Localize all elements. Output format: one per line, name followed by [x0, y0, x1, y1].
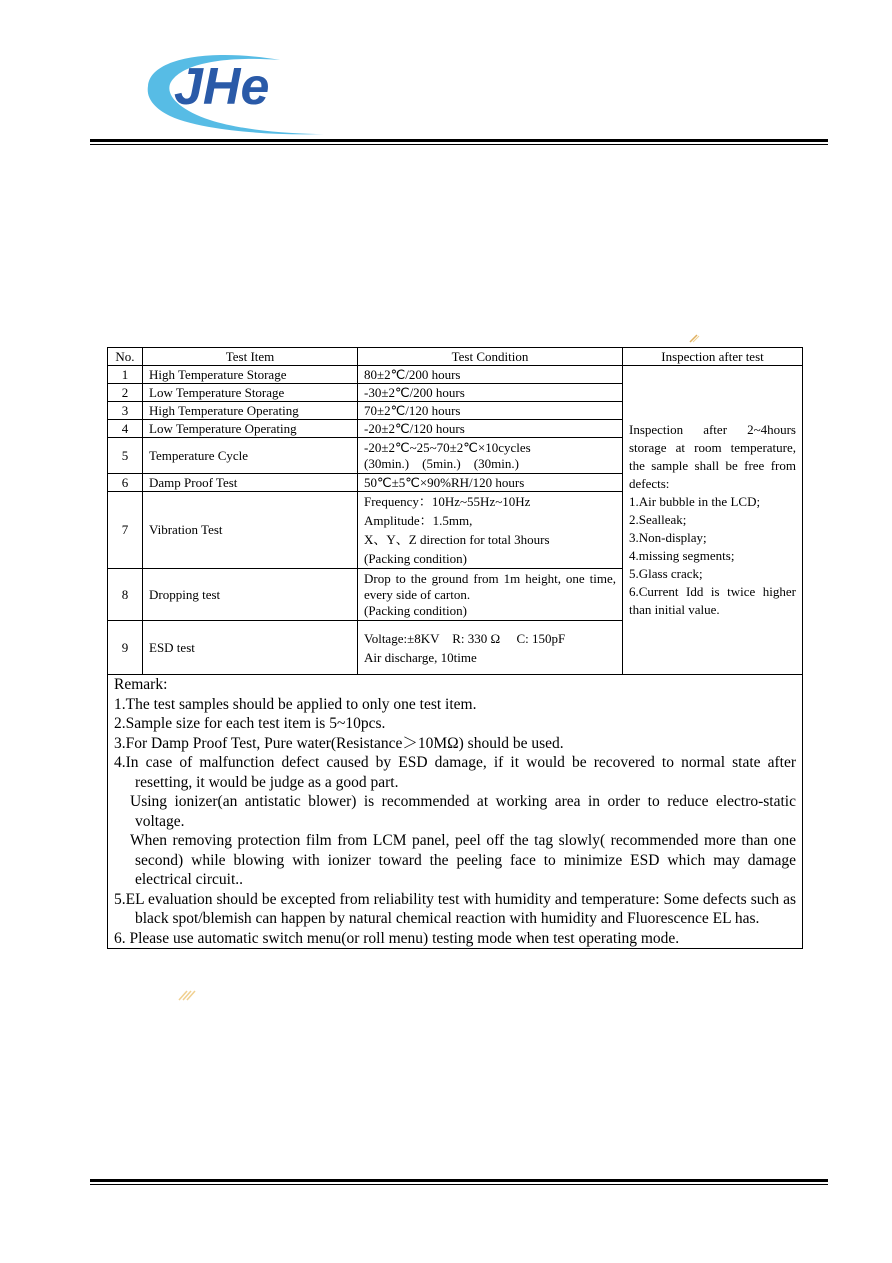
remark-item: When removing protection film from LCM panel, peel off the tag slowly( recommended more than one second) while blowing with ionizer toward the peeling face to minimize ESD which may damage electrical circuit..	[130, 832, 796, 888]
row-test-item: Temperature Cycle	[143, 438, 358, 474]
row-no: 1	[108, 366, 143, 384]
row-test-condition: -30±2℃/200 hours	[358, 384, 623, 402]
row-test-item: ESD test	[143, 621, 358, 675]
reliability-test-table	[107, 347, 803, 949]
row-no: 3	[108, 402, 143, 420]
remark-item: 1.The test samples should be applied to only one test item.	[114, 695, 477, 713]
condition-line: Frequency：10Hz~55Hz~10Hz	[364, 494, 531, 509]
inspection-item: 1.Air bubble in the LCD;	[629, 494, 761, 509]
footer-rule-thin	[90, 1184, 828, 1185]
row-test-condition	[358, 438, 623, 474]
inspection-item: 3.Non-display;	[629, 530, 707, 545]
row-test-condition: 50℃±5℃×90%RH/120 hours	[358, 474, 623, 492]
remark-title: Remark:	[114, 676, 168, 693]
remark-item: 6. Please use automatic switch menu(or roll menu) testing mode when test operating mode.	[114, 929, 680, 947]
row-no: 7	[108, 492, 143, 569]
remark-item: 4.In case of malfunction defect caused by ESD damage, if it would be recovered to normal state after resetting, it would be judge as a good part.	[114, 754, 796, 791]
inspection-item: 6.Current Idd is twice higher than initial value.	[629, 584, 796, 617]
row-test-item: Damp Proof Test	[143, 474, 358, 492]
footer-rule	[90, 1179, 828, 1182]
row-test-condition: -20±2℃/120 hours	[358, 420, 623, 438]
row-no: 8	[108, 569, 143, 621]
table-header-row	[108, 348, 803, 366]
inspection-intro: Inspection after 2~4hours storage at room temperature, the sample shall be free from defects:	[629, 422, 796, 491]
row-no: 4	[108, 420, 143, 438]
scan-mark	[688, 333, 700, 343]
row-no: 6	[108, 474, 143, 492]
condition-line: X、Y、Z direction for total 3hours	[364, 532, 550, 547]
remark-item: 3.For Damp Proof Test, Pure water(Resistance＞10MΩ) should be used.	[114, 734, 564, 752]
condition-line: Amplitude：1.5mm,	[364, 513, 473, 528]
inspection-item: 4.missing segments;	[629, 548, 735, 563]
row-test-condition: 80±2℃/200 hours	[358, 366, 623, 384]
condition-line: (Packing condition)	[364, 602, 467, 618]
remark-row	[108, 675, 803, 949]
remark-block	[114, 675, 796, 948]
condition-line: (Packing condition)	[364, 551, 467, 566]
row-test-item: Vibration Test	[143, 492, 358, 569]
row-test-condition	[358, 569, 623, 621]
row-no: 5	[108, 438, 143, 474]
header-rule	[90, 139, 828, 142]
row-no: 9	[108, 621, 143, 675]
row-test-item: Low Temperature Storage	[143, 384, 358, 402]
remark-item: 5.EL evaluation should be excepted from reliability test with humidity and temperature: Some defects such as black spot/blemish can happen by natural chemical reaction with humidity and Fluorescence EL has.	[114, 890, 796, 927]
inspection-cell	[623, 366, 803, 675]
remark-item: Using ionizer(an antistatic blower) is recommended at working area in order to reduce electro-static voltage.	[130, 793, 796, 830]
row-no: 2	[108, 384, 143, 402]
header-test-condition: Test Condition	[358, 348, 623, 366]
remark-cell	[108, 675, 803, 949]
header-inspection: Inspection after test	[623, 348, 803, 366]
row-test-item: High Temperature Storage	[143, 366, 358, 384]
condition-line: -20±2℃~25~70±2℃×10cycles	[364, 439, 531, 455]
row-test-condition: 70±2℃/120 hours	[358, 402, 623, 420]
condition-line: Drop to the ground from 1m height, one time, every side of carton.	[364, 570, 616, 602]
inspection-item: 2.Sealleak;	[629, 512, 687, 527]
row-test-item: High Temperature Operating	[143, 402, 358, 420]
row-test-item: Low Temperature Operating	[143, 420, 358, 438]
remark-item: 2.Sample size for each test item is 5~10pcs.	[114, 715, 386, 732]
condition-line: Voltage:±8KV R: 330 Ω C: 150pF	[364, 630, 566, 646]
row-test-condition	[358, 492, 623, 569]
row-test-item: Dropping test	[143, 569, 358, 621]
header-no: No.	[108, 348, 143, 366]
condition-line: Air discharge, 10time	[364, 649, 477, 665]
condition-line: (30min.) (5min.) (30min.)	[364, 455, 519, 471]
scan-mark	[177, 989, 199, 1001]
company-logo	[140, 44, 330, 136]
header-rule-thin	[90, 144, 828, 145]
row-test-condition	[358, 621, 623, 675]
logo-text: JHe	[174, 58, 270, 116]
inspection-item: 5.Glass crack;	[629, 566, 703, 581]
table-row	[108, 366, 803, 384]
header-test-item: Test Item	[143, 348, 358, 366]
